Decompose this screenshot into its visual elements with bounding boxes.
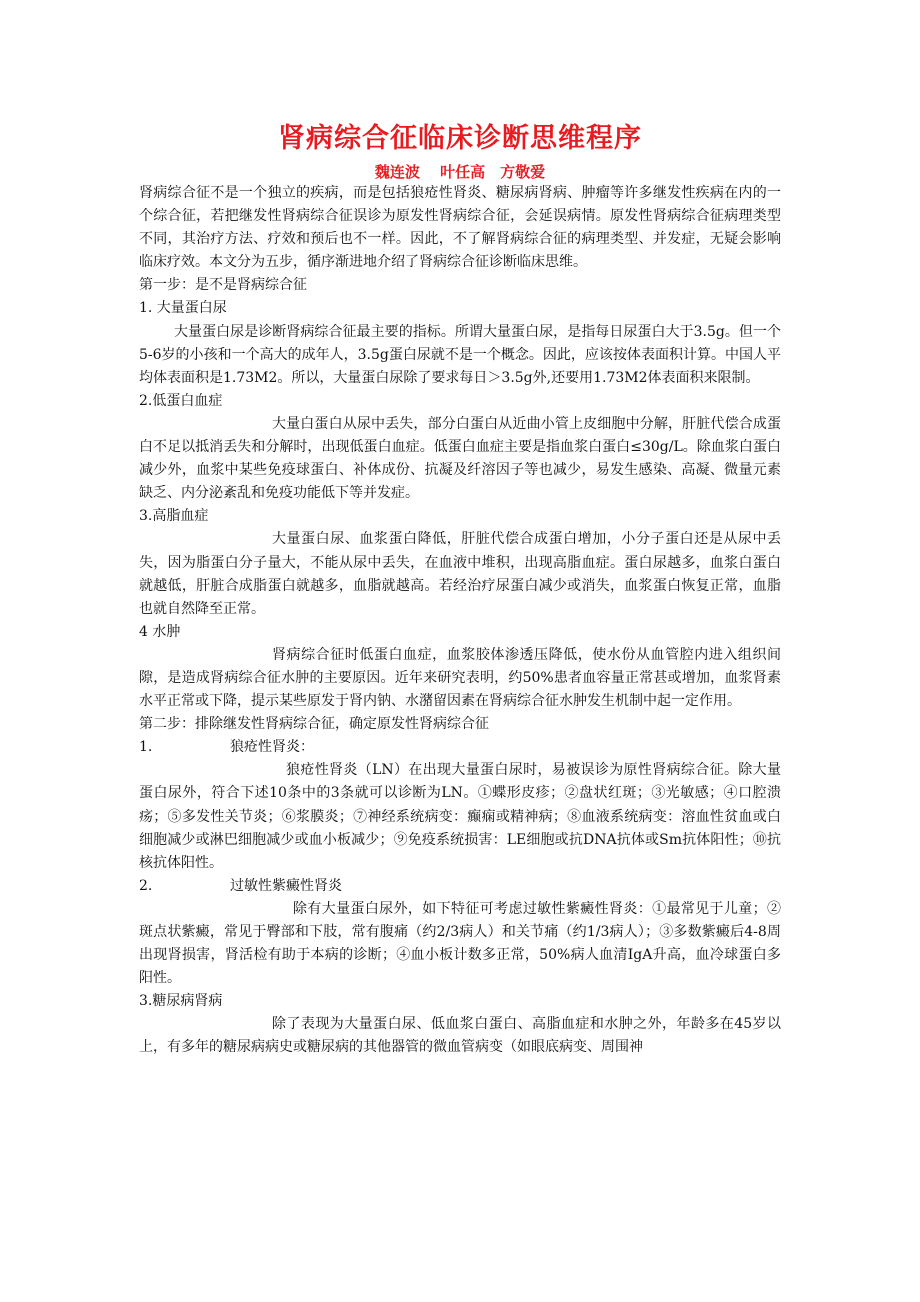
page-title: 肾病综合征临床诊断思维程序 <box>278 123 642 154</box>
section-heading-hypoalbuminemia: 2.低蛋白血症 <box>139 392 223 409</box>
section-heading-lupus-nephritis <box>139 736 781 759</box>
authors-line: 魏连波 叶任高 方敬爱 <box>374 163 546 181</box>
paragraph-hyperlipidemia: 大量蛋白尿、血浆蛋白降低，肝脏代偿合成蛋白增加，小分子蛋白还是从尿中丢失，因为脂蛋白分子量大，不能从尿中丢失，在血液中堆积，出现高脂血症。蛋白尿越多，血浆白蛋白就越低，肝脏合成脂蛋白就越多，血脂就越高。若经治疗尿蛋白减少或消失，血浆蛋白恢复正常，血脂也就自然降至正常。 <box>139 531 781 617</box>
paragraph-hypoalbuminemia: 大量白蛋白从尿中丢失，部分白蛋白从近曲小管上皮细胞中分解，肝脏代偿合成蛋白不足以抵消丢失和分解时，出现低蛋白血症。低蛋白血症主要是指血浆白蛋白≤30g/L。除血浆白蛋白减少外，血浆中某些免疫球蛋白、补体成份、抗凝及纤溶因子等也减少，易发生感染、高凝、微量元素缺乏、内分泌紊乱和免疫功能低下等并发症。 <box>139 415 781 502</box>
document-body <box>139 182 781 1060</box>
paragraph-purpura-nephritis: 除有大量蛋白尿外，如下特征可考虑过敏性紫癜性肾炎：①最常见于儿童；②斑点状紫癜，常见于臀部和下肢，常有腹痛（约2/3病人）和关节痛（约1/3病人）；③多数紫癜后4-8周出现肾损害，肾活检有助于本病的诊断；④血小板计数多正常，50%病人血清IgA升高，血冷球蛋白多阳性。 <box>139 900 781 987</box>
section-heading-hyperlipidemia: 3.高脂血症 <box>139 508 209 525</box>
section-label: 糖尿病肾病 <box>152 993 223 1010</box>
section-heading-purpura-nephritis <box>139 875 781 898</box>
section-label: 过敏性紫癜性肾炎 <box>230 877 342 894</box>
intro-paragraph: 肾病综合征不是一个独立的疾病，而是包括狼疮性肾炎、糖尿病肾病、肿瘤等许多继发性疾病在内的一个综合征，若把继发性肾病综合征误诊为原发性肾病综合征，会延误病情。原发性肾病综合征病理类型不同，其治疗方法、疗效和预后也不一样。因此，不了解肾病综合征的病理类型、并发症，无疑会影响临床疗效。本文分为五步，循序渐进地介绍了肾病综合征诊断临床思维。 <box>139 185 781 271</box>
paragraph-edema: 肾病综合征时低蛋白血症，血浆胶体渗透压降低，使水份从血管腔内进入组织间隙，是造成肾病综合征水肿的主要原因。近年来研究表明，约50%患者血容量正常甚或增加，血浆肾素水平正常或下降，提示某些原发于肾内钠、水潴留因素在肾病综合征水肿发生机制中起一定作用。 <box>139 646 781 710</box>
section-label: 狼疮性肾炎： <box>230 739 314 756</box>
section-heading-proteinuria: 1. 大量蛋白尿 <box>139 300 227 317</box>
paragraph-diabetic-nephropathy: 除了表现为大量蛋白尿、低血浆白蛋白、高脂血症和水肿之外，年龄多在45岁以上，有多年的糖尿病病史或糖尿病的其他器管的微血管病变（如眼底病变、周围神 <box>139 1016 781 1056</box>
section-number: 3. <box>139 993 153 1010</box>
section-heading-edema: 4 水肿 <box>139 623 181 640</box>
section-number: 1. <box>139 739 153 756</box>
step2-heading: 第二步：排除继发性肾病综合征，确定原发性肾病综合征 <box>139 716 489 733</box>
paragraph-lupus-nephritis: 狼疮性肾炎（LN）在出现大量蛋白尿时，易被误诊为原性肾病综合征。除大量蛋白尿外，符合下述10条中的3条就可以诊断为LN。①蝶形皮疹；②盘状红斑；③光敏感；④口腔溃疡；⑤多发性关节炎；⑥浆膜炎；⑦神经系统病变：癫痫或精神病；⑧血液系统病变：溶血性贫血或白细胞减少或淋巴细胞减少或血小板减少；⑨免疫系统损害：LE细胞或抗DNA抗体或Sm抗体阳性；⑩抗核抗体阳性。 <box>139 762 781 871</box>
step1-heading: 第一步：是不是肾病综合征 <box>139 277 307 294</box>
paragraph-proteinuria: 大量蛋白尿是诊断肾病综合征最主要的指标。所谓大量蛋白尿，是指每日尿蛋白大于3.5g。但一个5-6岁的小孩和一个高大的成年人，3.5g蛋白尿就不是一个概念。因此，应该按体表面积计算。中国人平均体表面积是1.73M2。所以，大量蛋白尿除了要求每日＞3.5g外,还要用1.73M2体表面积来限制。 <box>139 323 781 386</box>
section-heading-diabetic-nephropathy <box>139 990 781 1013</box>
section-number: 2. <box>139 877 153 894</box>
